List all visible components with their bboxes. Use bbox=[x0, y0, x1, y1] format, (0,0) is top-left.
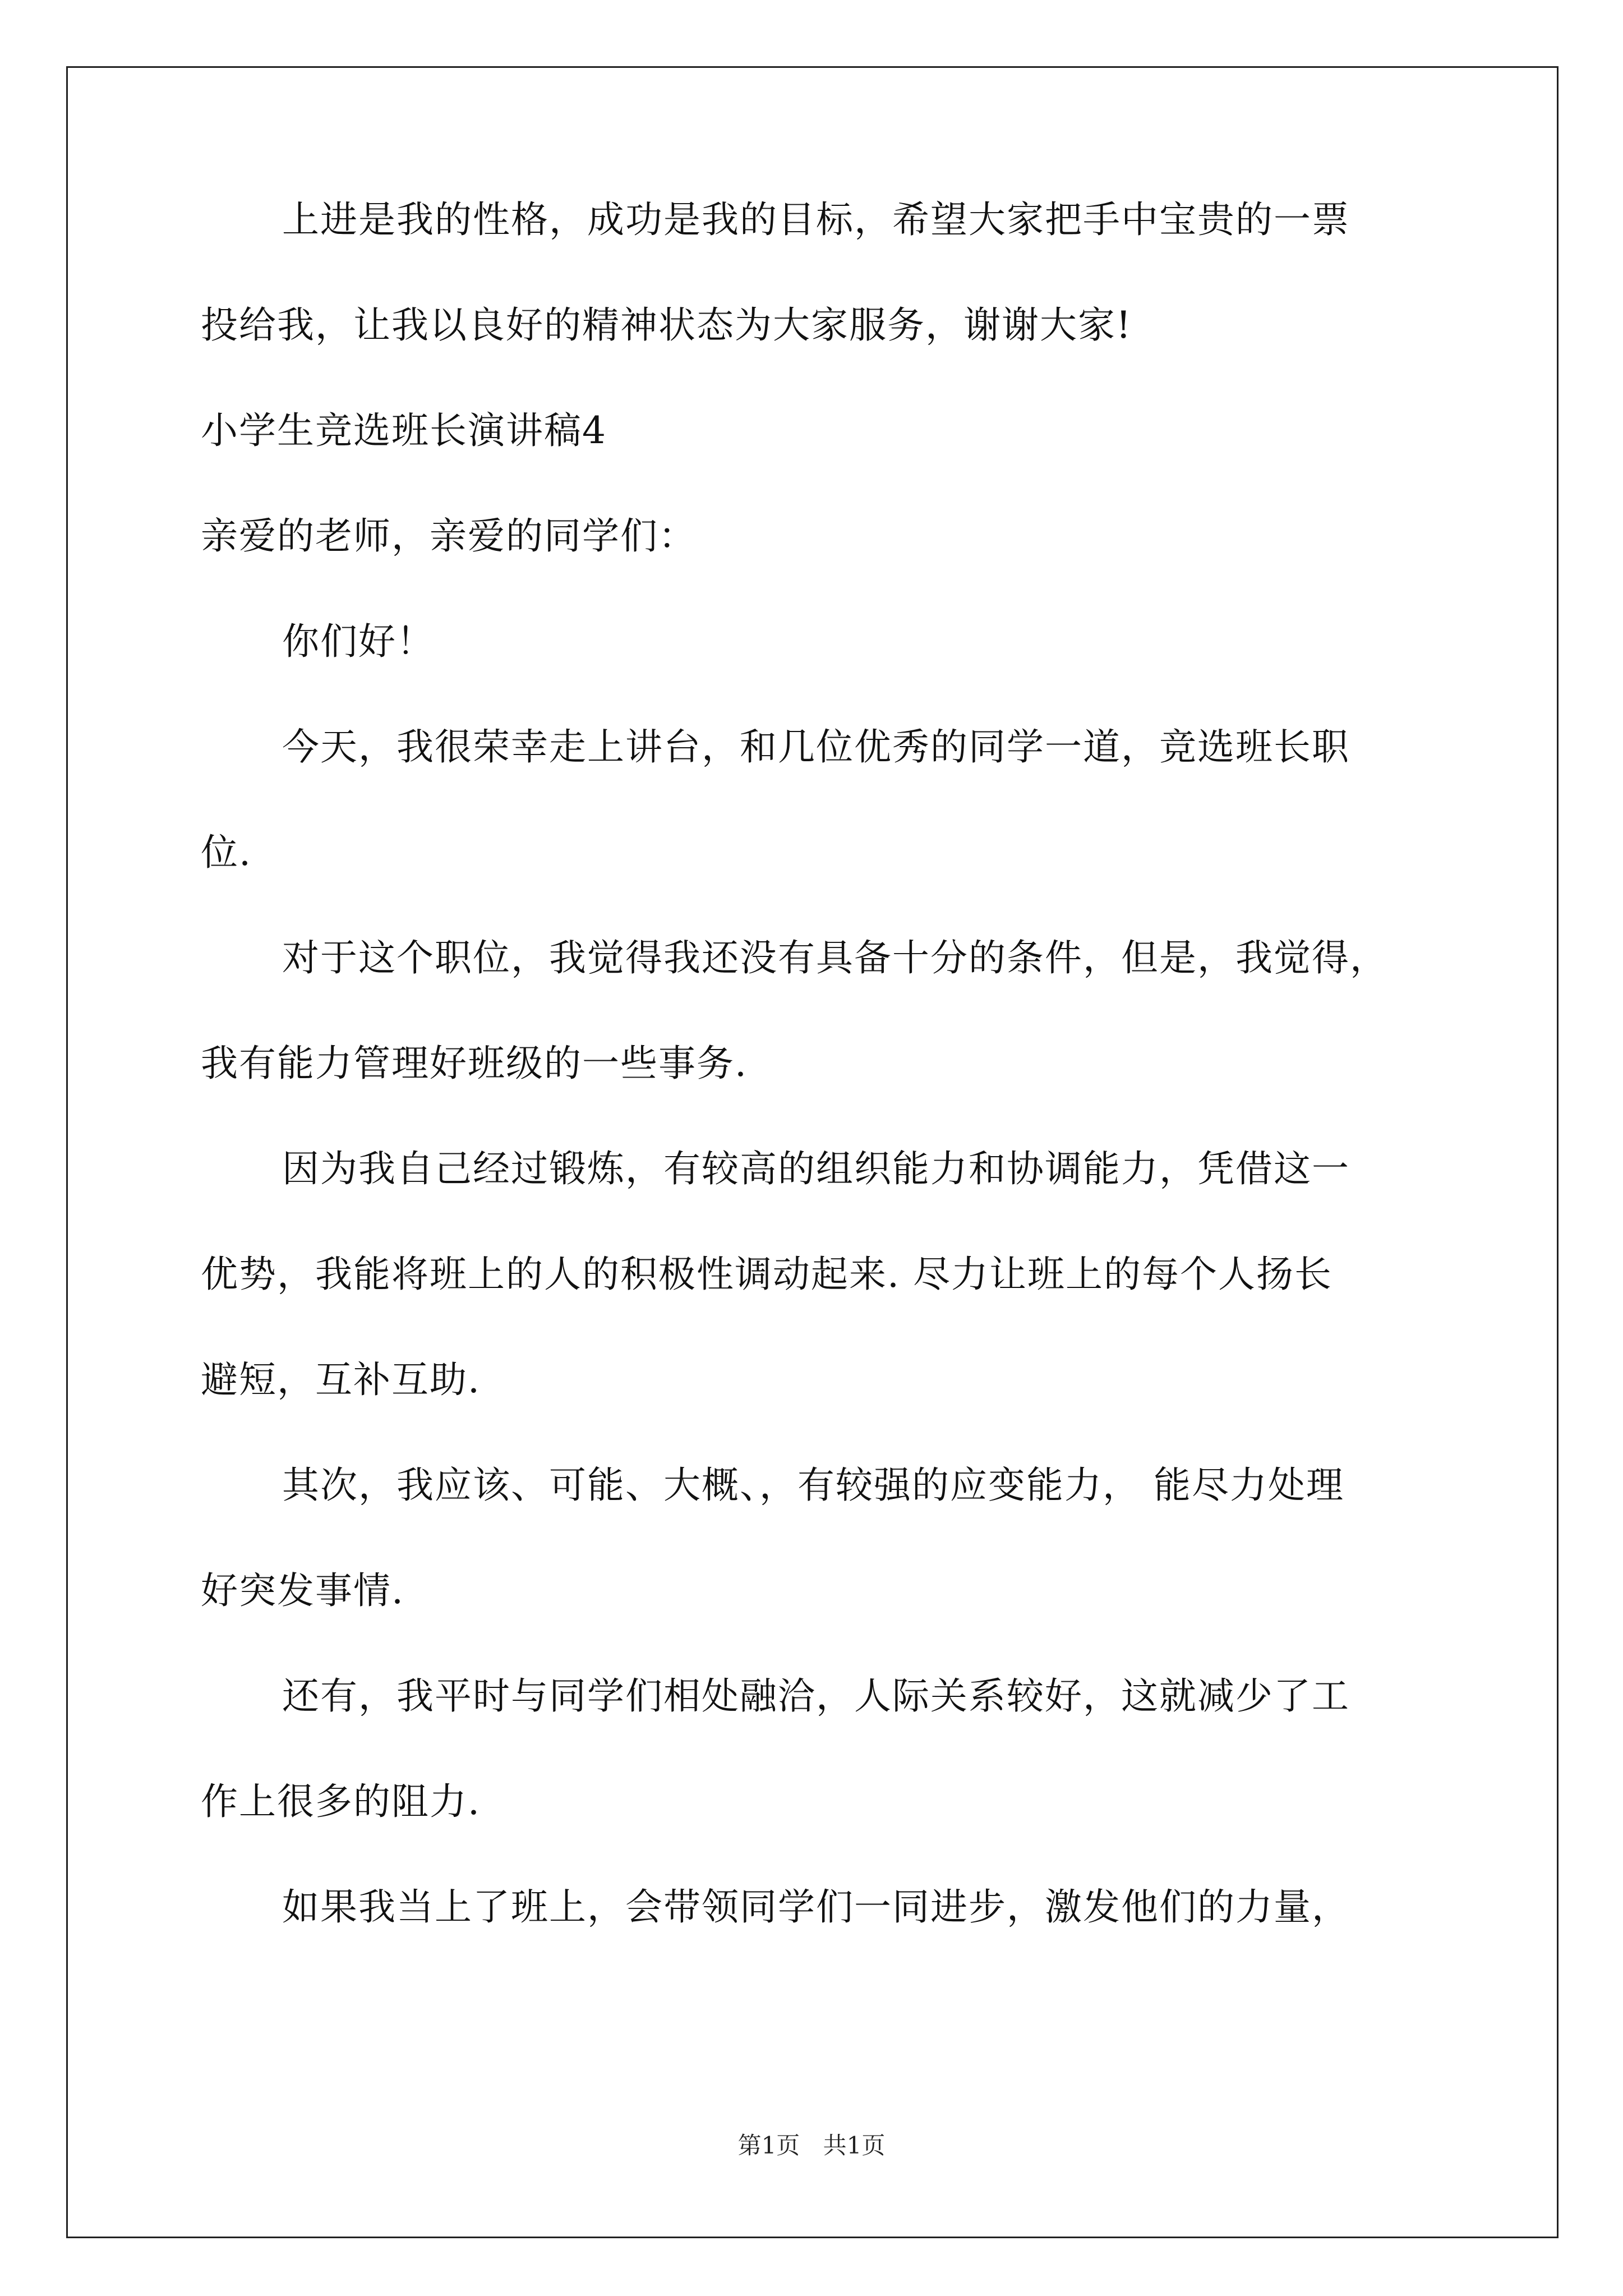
paragraph-line: 作上很多的阻力. bbox=[201, 1780, 481, 1823]
section-heading: 小学生竞选班长演讲稿4 bbox=[201, 409, 607, 452]
paragraph-line: 好突发事情. bbox=[201, 1569, 404, 1612]
page-footer bbox=[0, 2132, 1623, 2160]
paragraph-line: 还有，我平时与同学们相处融洽，人际关系较好，这就减少了工 bbox=[282, 1674, 1350, 1718]
page-number: 第1页 bbox=[737, 2132, 800, 2159]
salutation: 亲爱的老师，亲爱的同学们： bbox=[201, 514, 697, 558]
greeting: 你们好！ bbox=[282, 620, 435, 663]
paragraph-line: 因为我自己经过锻炼，有较高的组织能力和协调能力，凭借这一 bbox=[282, 1147, 1350, 1190]
paragraph-line: 今天，我很荣幸走上讲台，和几位优秀的同学一道，竞选班长职 bbox=[282, 725, 1350, 769]
paragraph-line: 投给我，让我以良好的精神状态为大家服务，谢谢大家! bbox=[201, 303, 1132, 347]
paragraph-line: 如果我当上了班上，会带领同学们一同进步，激发他们的力量， bbox=[282, 1885, 1350, 1929]
paragraph-line: 位. bbox=[201, 831, 252, 874]
paragraph-line: 优势，我能将班上的人的积极性调动起来. 尽力让班上的每个人扬长 bbox=[201, 1253, 1332, 1296]
paragraph-line: 我有能力管理好班级的一些事务. bbox=[201, 1042, 748, 1085]
paragraph-line: 上进是我的性格，成功是我的目标，希望大家把手中宝贵的一票 bbox=[282, 198, 1350, 241]
paragraph-line: 对于这个职位，我觉得我还没有具备十分的条件，但是，我觉得， bbox=[282, 936, 1388, 979]
paragraph-line: 避短，互补互助. bbox=[201, 1358, 481, 1401]
page-total: 共1页 bbox=[823, 2132, 886, 2159]
paragraph-line: 其次，我应该、可能、大概、，有较强的应变能力， 能尽力处理 bbox=[282, 1464, 1344, 1507]
